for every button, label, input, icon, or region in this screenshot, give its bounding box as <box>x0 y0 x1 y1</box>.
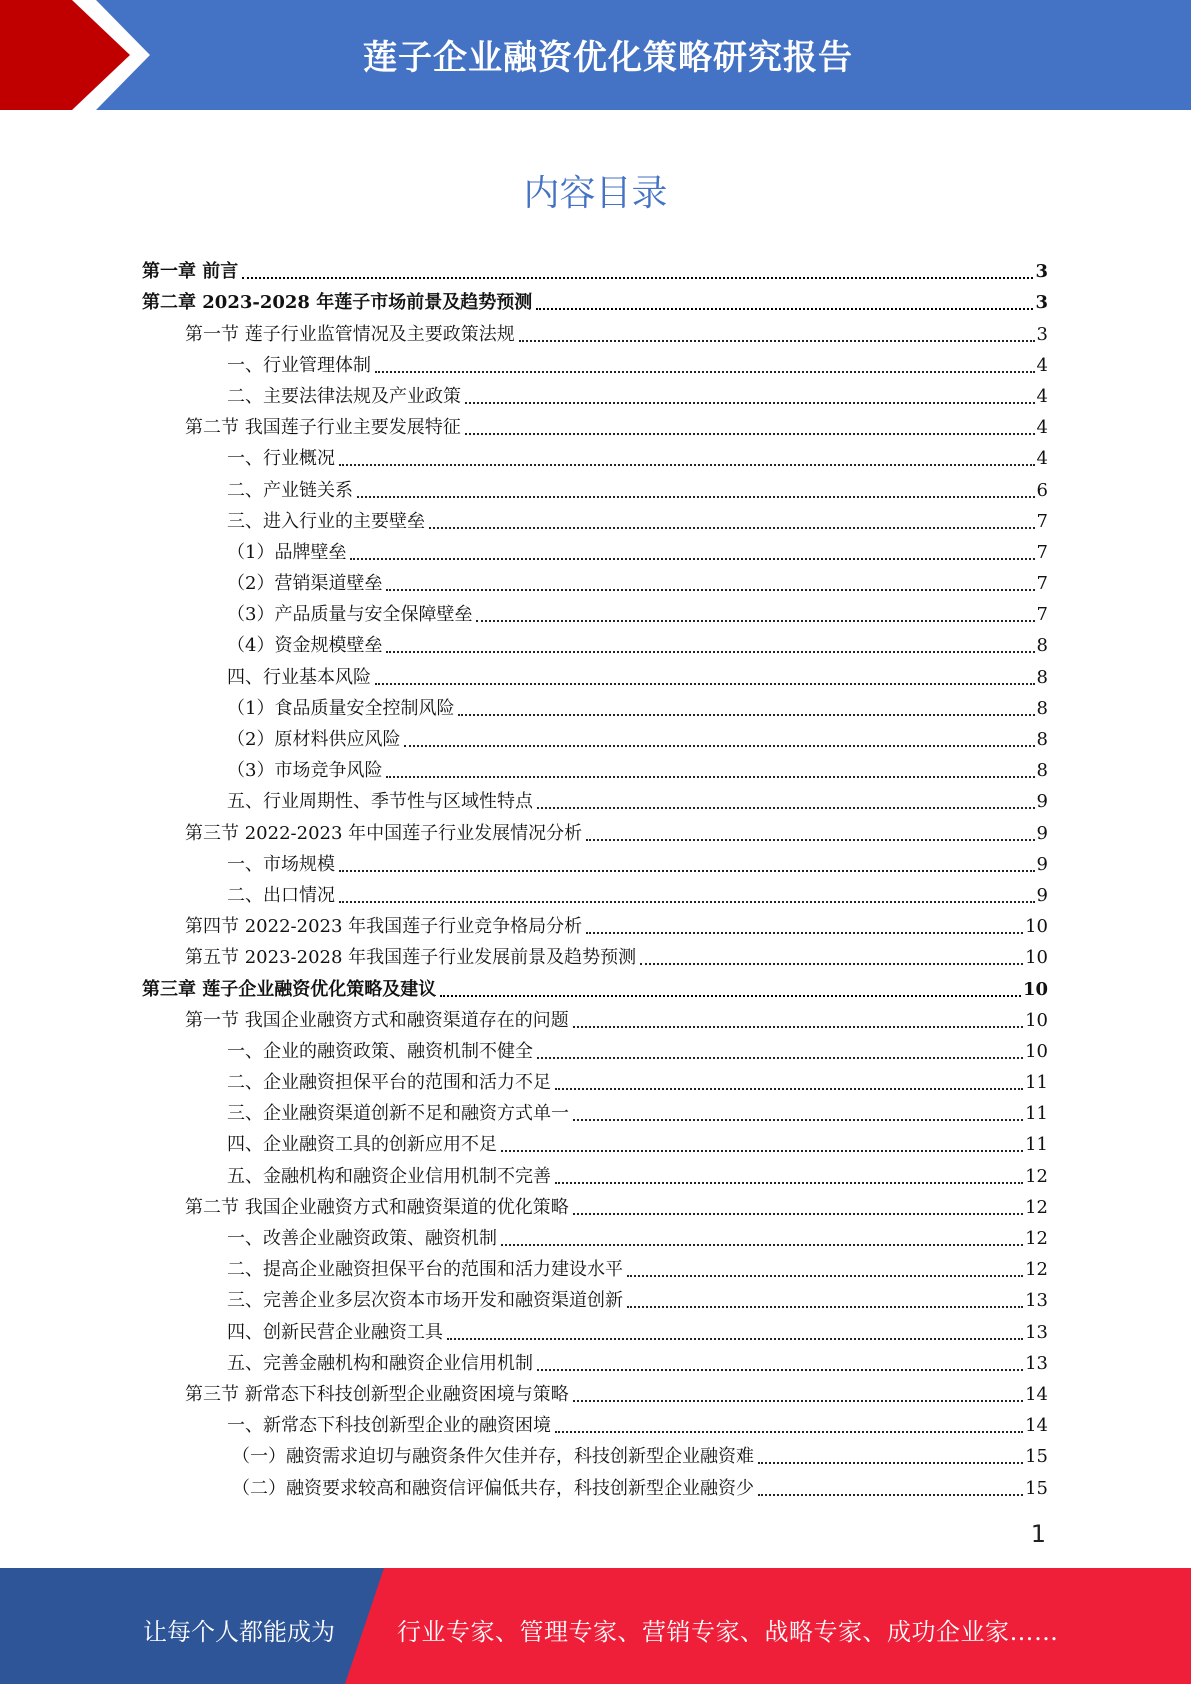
toc-entry-title: 四、企业融资工具的创新应用不足 <box>227 1134 497 1156</box>
toc-heading: 内容目录 <box>523 173 668 214</box>
toc-dot-leader <box>537 1057 1023 1059</box>
toc-entry-title: （2）营销渠道壁垒 <box>227 573 383 595</box>
toc-entry-page: 11 <box>1025 1072 1048 1094</box>
footer-banner <box>0 1568 1191 1684</box>
toc-entry-title: （3）产品质量与安全保障壁垒 <box>227 604 473 626</box>
toc-entry[interactable] <box>142 627 1048 658</box>
toc-dot-leader <box>555 1431 1023 1433</box>
toc-entry-page: 12 <box>1025 1165 1048 1187</box>
toc-dot-leader <box>465 402 1035 404</box>
toc-entry-page: 7 <box>1036 510 1048 532</box>
toc-entry-title: 第五节 2023-2028 年我国莲子行业发展前景及趋势预测 <box>185 947 637 969</box>
toc-entry[interactable] <box>142 814 1048 845</box>
toc-dot-leader <box>501 1150 1023 1152</box>
toc-entry-page: 4 <box>1036 354 1048 376</box>
toc-entry-page: 4 <box>1036 448 1048 470</box>
toc-dot-leader <box>375 683 1035 685</box>
toc-entry-page: 8 <box>1036 635 1048 657</box>
toc-dot-leader <box>242 277 1033 279</box>
toc-dot-leader <box>573 1119 1023 1121</box>
toc-entry-page: 12 <box>1025 1196 1048 1218</box>
toc-entry-page: 3 <box>1036 323 1048 345</box>
toc-entry-title: 第一章 前言 <box>142 261 239 283</box>
toc-entry-title: 第三章 莲子企业融资优化策略及建议 <box>142 978 437 1000</box>
toc-entry-title: 五、完善金融机构和融资企业信用机制 <box>227 1352 533 1374</box>
toc-dot-leader <box>573 1400 1023 1402</box>
toc-entry-title: 五、行业周期性、季节性与区域性特点 <box>227 791 533 813</box>
toc-entry[interactable] <box>142 1126 1048 1157</box>
toc-entry-title: （二）融资要求较高和融资信评偏低共存，科技创新型企业融资少 <box>232 1477 754 1499</box>
toc-dot-leader <box>627 1306 1023 1308</box>
toc-entry-page: 13 <box>1025 1321 1048 1343</box>
toc-entry-title: （3）市场竞争风险 <box>227 760 383 782</box>
toc-entry[interactable] <box>142 877 1048 908</box>
toc-entry-page: 9 <box>1036 853 1048 875</box>
toc-entry[interactable] <box>142 347 1048 378</box>
toc-entry[interactable] <box>142 1220 1048 1251</box>
toc-entry[interactable] <box>142 939 1048 970</box>
toc-entry[interactable] <box>142 1438 1048 1469</box>
report-title: 莲子企业融资优化策略研究报告 <box>363 38 853 78</box>
toc-entry[interactable] <box>142 565 1048 596</box>
toc-entry-page: 9 <box>1036 884 1048 906</box>
toc-entry-page: 9 <box>1036 822 1048 844</box>
toc-entry[interactable] <box>142 752 1048 783</box>
toc-dot-leader <box>555 1182 1023 1184</box>
toc-entry-page: 10 <box>1025 916 1048 938</box>
toc-entry-title: （1）品牌壁垒 <box>227 541 347 563</box>
toc-entry-page: 11 <box>1025 1103 1048 1125</box>
toc-entry-page: 10 <box>1022 978 1048 1000</box>
toc-dot-leader <box>458 714 1034 716</box>
toc-entry-title: 第三节 2022-2023 年中国莲子行业发展情况分析 <box>185 822 583 844</box>
toc-entry[interactable] <box>142 409 1048 440</box>
toc-entry[interactable] <box>142 1189 1048 1220</box>
toc-dot-leader <box>386 651 1034 653</box>
toc-entry-title: 第二章 2023-2028 年莲子市场前景及趋势预测 <box>142 292 533 314</box>
toc-entry[interactable] <box>142 1002 1048 1033</box>
toc-entry-title: 三、完善企业多层次资本市场开发和融资渠道创新 <box>227 1290 623 1312</box>
toc-entry[interactable] <box>142 1282 1048 1313</box>
toc-entry-title: （2）原材料供应风险 <box>227 729 401 750</box>
toc-entry-title: 第一节 我国企业融资方式和融资渠道存在的问题 <box>185 1009 569 1031</box>
toc-entry-title: 四、创新民营企业融资工具 <box>227 1321 443 1343</box>
toc-entry-page: 7 <box>1036 573 1048 595</box>
toc-entry[interactable] <box>142 1064 1048 1095</box>
toc-entry-title: 一、行业概况 <box>227 448 335 470</box>
toc-entry-page: 8 <box>1036 666 1048 688</box>
toc-entry-title: 四、行业基本风险 <box>227 666 371 688</box>
toc-entry-page: 7 <box>1036 541 1048 563</box>
toc-entry-page: 15 <box>1025 1477 1048 1499</box>
header-banner <box>0 0 1191 110</box>
toc-entry[interactable] <box>142 1345 1048 1376</box>
toc-entry-page: 9 <box>1036 791 1048 813</box>
toc-dot-leader <box>339 870 1035 872</box>
toc-dot-leader <box>404 745 1034 747</box>
toc-entry-title: 一、市场规模 <box>227 853 335 875</box>
toc-entry-page: 8 <box>1036 729 1048 750</box>
toc-entry[interactable] <box>142 596 1048 627</box>
toc-entry[interactable] <box>142 970 1048 1001</box>
toc-dot-leader <box>440 995 1021 997</box>
toc-entry[interactable] <box>142 471 1048 502</box>
toc-entry[interactable] <box>142 1407 1048 1438</box>
toc-dot-leader <box>386 776 1034 778</box>
toc-entry-title: 二、企业融资担保平台的范围和活力不足 <box>227 1072 551 1094</box>
toc-dot-leader <box>339 901 1035 903</box>
page-number: 1 <box>1030 1520 1046 1548</box>
toc-entry-page: 8 <box>1036 697 1048 719</box>
toc-entry[interactable] <box>142 1469 1048 1500</box>
toc-entry-title: 一、企业的融资政策、融资机制不健全 <box>227 1040 533 1062</box>
toc-entry[interactable] <box>142 503 1048 534</box>
toc-entry[interactable] <box>142 1376 1048 1407</box>
toc-dot-leader <box>465 433 1035 435</box>
toc-entry[interactable] <box>142 253 1048 284</box>
toc-entry[interactable] <box>142 1251 1048 1282</box>
toc-dot-leader <box>573 1213 1023 1215</box>
toc-dot-leader <box>586 932 1023 934</box>
toc-entry[interactable] <box>142 1157 1048 1188</box>
toc-entry-page: 13 <box>1025 1352 1048 1374</box>
toc-entry[interactable] <box>142 846 1048 877</box>
toc-entry-title: 三、企业融资渠道创新不足和融资方式单一 <box>227 1103 569 1125</box>
toc-dot-leader <box>537 1369 1023 1371</box>
toc-entry-title: 第二节 我国企业融资方式和融资渠道的优化策略 <box>185 1196 569 1218</box>
toc-dot-leader <box>586 839 1034 841</box>
toc-dot-leader <box>627 1275 1023 1277</box>
toc-entry-page: 8 <box>1036 760 1048 782</box>
toc-dot-leader <box>339 464 1035 466</box>
toc-entry-page: 14 <box>1025 1383 1048 1405</box>
toc-entry-page: 4 <box>1036 417 1048 439</box>
toc-entry[interactable] <box>142 721 1048 752</box>
toc-entry[interactable] <box>142 658 1048 689</box>
toc-entry-page: 3 <box>1035 261 1048 283</box>
toc-entry-title: 二、产业链关系 <box>227 479 353 501</box>
toc-entry-page: 7 <box>1036 604 1048 626</box>
toc-entry-title: 一、改善企业融资政策、融资机制 <box>227 1228 497 1249</box>
toc-dot-leader <box>386 589 1034 591</box>
toc-dot-leader <box>640 963 1023 965</box>
toc-dot-leader <box>447 1338 1023 1340</box>
toc-entry[interactable] <box>142 783 1048 814</box>
toc-entry-page: 10 <box>1025 1009 1048 1031</box>
footer-slogan-left: 让每个人都能成为 <box>143 1618 335 1646</box>
toc-entry[interactable] <box>142 378 1048 409</box>
toc-entry[interactable] <box>142 1313 1048 1344</box>
toc-entry-page: 4 <box>1036 385 1048 407</box>
footer-slogan-right: 行业专家、管理专家、营销专家、战略专家、成功企业家…… <box>397 1618 1059 1646</box>
toc-dot-leader <box>429 527 1035 529</box>
toc-entry-title: 第一节 莲子行业监管情况及主要政策法规 <box>185 323 515 345</box>
toc-entry-page: 12 <box>1025 1228 1048 1249</box>
toc-dot-leader <box>375 371 1035 373</box>
toc-entry-page: 6 <box>1036 479 1048 501</box>
toc-entry-title: 第二节 我国莲子行业主要发展特征 <box>185 417 461 439</box>
toc-entry-page: 3 <box>1035 292 1048 314</box>
toc-entry[interactable] <box>142 1033 1048 1064</box>
table-of-contents <box>142 253 1048 1501</box>
toc-entry-title: （1）食品质量安全控制风险 <box>227 697 455 719</box>
toc-dot-leader <box>555 1088 1023 1090</box>
toc-entry-title: 二、出口情况 <box>227 884 335 906</box>
toc-entry[interactable] <box>142 1095 1048 1126</box>
toc-dot-leader <box>350 558 1034 560</box>
toc-entry[interactable] <box>142 440 1048 471</box>
toc-dot-leader <box>519 340 1035 342</box>
toc-entry-title: 二、主要法律法规及产业政策 <box>227 385 461 407</box>
toc-entry-title: 二、提高企业融资担保平台的范围和活力建设水平 <box>227 1259 623 1281</box>
toc-dot-leader <box>536 308 1033 310</box>
toc-dot-leader <box>357 496 1035 498</box>
toc-dot-leader <box>501 1244 1023 1246</box>
toc-entry-title: 五、金融机构和融资企业信用机制不完善 <box>227 1165 551 1187</box>
toc-dot-leader <box>476 620 1034 622</box>
toc-entry-title: 第三节 新常态下科技创新型企业融资困境与策略 <box>185 1383 569 1405</box>
toc-dot-leader <box>573 1026 1023 1028</box>
toc-entry[interactable] <box>142 690 1048 721</box>
toc-dot-leader <box>758 1462 1023 1464</box>
toc-entry[interactable] <box>142 315 1048 346</box>
toc-entry-page: 10 <box>1025 947 1048 969</box>
toc-entry[interactable] <box>142 534 1048 565</box>
toc-entry-page: 11 <box>1025 1134 1048 1156</box>
toc-dot-leader <box>537 807 1035 809</box>
toc-entry-title: 一、行业管理体制 <box>227 354 371 376</box>
toc-entry-page: 15 <box>1025 1446 1048 1468</box>
toc-entry-page: 14 <box>1025 1415 1048 1437</box>
toc-entry-page: 12 <box>1025 1259 1048 1281</box>
toc-entry-title: （一）融资需求迫切与融资条件欠佳并存，科技创新型企业融资难 <box>232 1446 754 1468</box>
toc-entry-title: （4）资金规模壁垒 <box>227 635 383 657</box>
toc-dot-leader <box>758 1494 1023 1496</box>
toc-entry[interactable] <box>142 908 1048 939</box>
toc-entry-title: 一、新常态下科技创新型企业的融资困境 <box>227 1415 551 1437</box>
toc-entry-page: 10 <box>1025 1040 1048 1062</box>
toc-entry-title: 三、进入行业的主要壁垒 <box>227 510 425 532</box>
toc-entry-page: 13 <box>1025 1290 1048 1312</box>
toc-entry-title: 第四节 2022-2023 年我国莲子行业竞争格局分析 <box>185 916 583 938</box>
toc-entry[interactable] <box>142 284 1048 315</box>
